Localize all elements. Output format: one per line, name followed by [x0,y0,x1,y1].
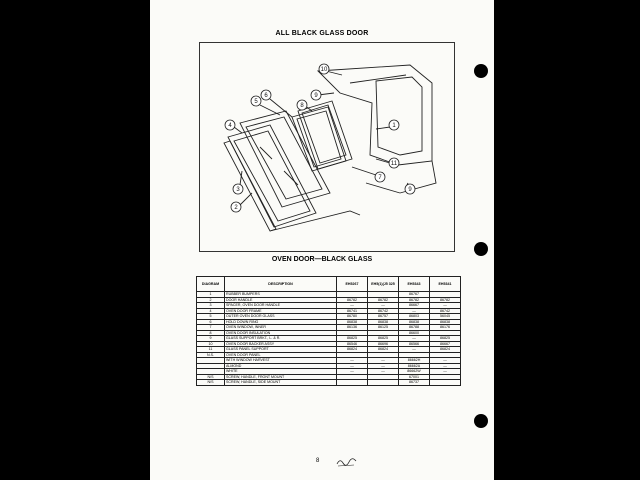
description-cell: ALMOND [225,363,337,369]
page-number: 8 [316,458,320,464]
part-number-cell: 86662A [399,363,430,369]
diagram-number-cell: 1 [197,292,225,298]
part-number-cell: — [368,369,399,375]
diagram-number-cell: N.S. [197,352,225,358]
document-page [150,0,494,480]
exploded-diagram [199,42,455,252]
part-number-cell: 86780 [337,314,368,320]
column-header: EH5267 [337,277,368,292]
parts-table [196,276,461,386]
diagram-number-cell: 10 [197,341,225,347]
callout-number: 1 [392,123,396,129]
part-number-cell: — [337,369,368,375]
callout-number: 7 [378,175,382,181]
description-cell: OVEN WINDOW, INNER [225,325,337,331]
part-number-cell: — [430,369,461,375]
diagram-number-cell: 2 [197,297,225,303]
callout-number: 5 [254,99,258,105]
diagram-number-cell: 6 [197,319,225,325]
diagram-number-cell: 7 [197,325,225,331]
diagram-number-cell: 11 [197,347,225,353]
diagram-number-cell: N/S [197,380,225,386]
description-cell: OVEN DOOR FRAME [225,308,337,314]
part-number-cell: 86782 [430,297,461,303]
callout-number: 11 [390,161,398,167]
part-number-cell: — [399,308,430,314]
part-number-cell: 86782 [337,297,368,303]
part-number-cell: 86566 [399,341,430,347]
diagram-number-cell: 9 [197,336,225,342]
figure-caption: OVEN DOOR—BLACK GLASS [271,256,373,263]
oven-door-drawing [200,43,456,253]
page-title: ALL BLACK GLASS DOOR [275,30,369,37]
diagram-number-cell: 8 [197,330,225,336]
description-cell: GLASS SUPPORT BRKT., L. & R. [225,336,337,342]
part-number-cell [430,380,461,386]
description-cell: DOOR HANDLE [225,297,337,303]
part-number-cell: 86757 [368,314,399,320]
description-cell: WHITE [225,369,337,375]
part-number-cell: — [368,363,399,369]
part-number-cell: 86838 [399,319,430,325]
part-number-cell: 86600 [399,330,430,336]
part-number-cell: — [337,303,368,309]
callout-number: 10 [320,67,328,73]
callout-number: 4 [228,123,232,129]
part-number-cell [368,380,399,386]
description-cell: OVEN DOOR PANEL [225,352,337,358]
part-number-cell: 86824 [337,347,368,353]
callout-number: 6 [264,93,268,99]
diagram-number-cell: N/S [197,374,225,380]
diagram-number-cell: 5 [197,314,225,320]
part-number-cell: 86176 [430,325,461,331]
part-number-cell: — [399,336,430,342]
part-number-cell: 86838 [430,319,461,325]
part-number-cell: 86742 [430,308,461,314]
column-header: DESCRIPTION [225,277,337,292]
part-number-cell: 67001 [399,374,430,380]
part-number-cell: 86824 [368,347,399,353]
part-number-cell: 86825 [430,336,461,342]
part-number-cell: 86662H [399,358,430,364]
part-number-cell: — [430,358,461,364]
description-cell: OVEN DOOR BACKER ASSY [225,341,337,347]
part-number-cell: 86825 [368,336,399,342]
callout-number: 9 [408,187,412,193]
table-row [197,380,461,386]
column-header: EH5343 [399,277,430,292]
part-number-cell: — [337,363,368,369]
part-number-cell: 86125 [368,325,399,331]
part-number-cell [337,380,368,386]
part-number-cell: 86696 [368,341,399,347]
part-number-cell: 86838 [368,319,399,325]
part-number-cell: 86825 [337,336,368,342]
part-number-cell: 86662W [399,369,430,375]
part-number-cell: 86782 [399,297,430,303]
description-cell: SPACER, OVEN DOOR HANDLE [225,303,337,309]
part-number-cell: 86803 [399,314,430,320]
table-header-row [197,277,461,292]
door-handle-part [224,141,276,231]
column-header: DIAGRAM [197,277,225,292]
part-number-cell: — [430,363,461,369]
description-cell: WITH WINDOW HARVEST [225,358,337,364]
column-header: EH5(1)(J5 325 [368,277,399,292]
description-cell: SCREW, HANDLE, SIDE MOUNT [225,380,337,386]
description-cell: HOLD DOWN RING [225,319,337,325]
description-cell: SCREW, HANDLE, FRONT MOUNT [225,374,337,380]
part-number-cell: 86546 [337,341,368,347]
handwritten-mark [336,457,358,467]
part-number-cell: — [399,347,430,353]
part-number-cell: 86741 [337,308,368,314]
description-cell: OVEN DOOR INSULATION [225,330,337,336]
part-number-cell: 86788 [399,325,430,331]
callout-number: 2 [234,205,238,211]
part-number-cell: 86136 [337,325,368,331]
part-number-cell: 86767 [399,292,430,298]
part-number-cell: 86737 [399,380,430,386]
part-number-cell: 86667 [399,303,430,309]
diagram-number-cell: 4 [197,308,225,314]
callout-number: 9 [314,93,318,99]
column-header: EH5341 [430,277,461,292]
description-cell: GLASS PANEL SUPPORT [225,347,337,353]
part-number-cell: 86824 [430,347,461,353]
binder-hole [474,242,488,256]
description-cell: RUBBER BUMPERS [225,292,337,298]
callout-number: 3 [236,187,240,193]
binder-hole [474,414,488,428]
part-number-cell: — [368,358,399,364]
description-cell: OUTER OVEN DOOR GLASS [225,314,337,320]
part-number-cell: 86838 [337,319,368,325]
part-number-cell: 56045 [430,314,461,320]
part-number-cell: 86742 [368,308,399,314]
part-number-cell: — [337,358,368,364]
part-number-cell: 86667 [430,341,461,347]
binder-hole [474,64,488,78]
part-number-cell: — [368,303,399,309]
callout-number: 8 [300,103,304,109]
part-number-cell: — [430,303,461,309]
part-number-cell: 86782 [368,297,399,303]
diagram-number-cell: 3 [197,303,225,309]
